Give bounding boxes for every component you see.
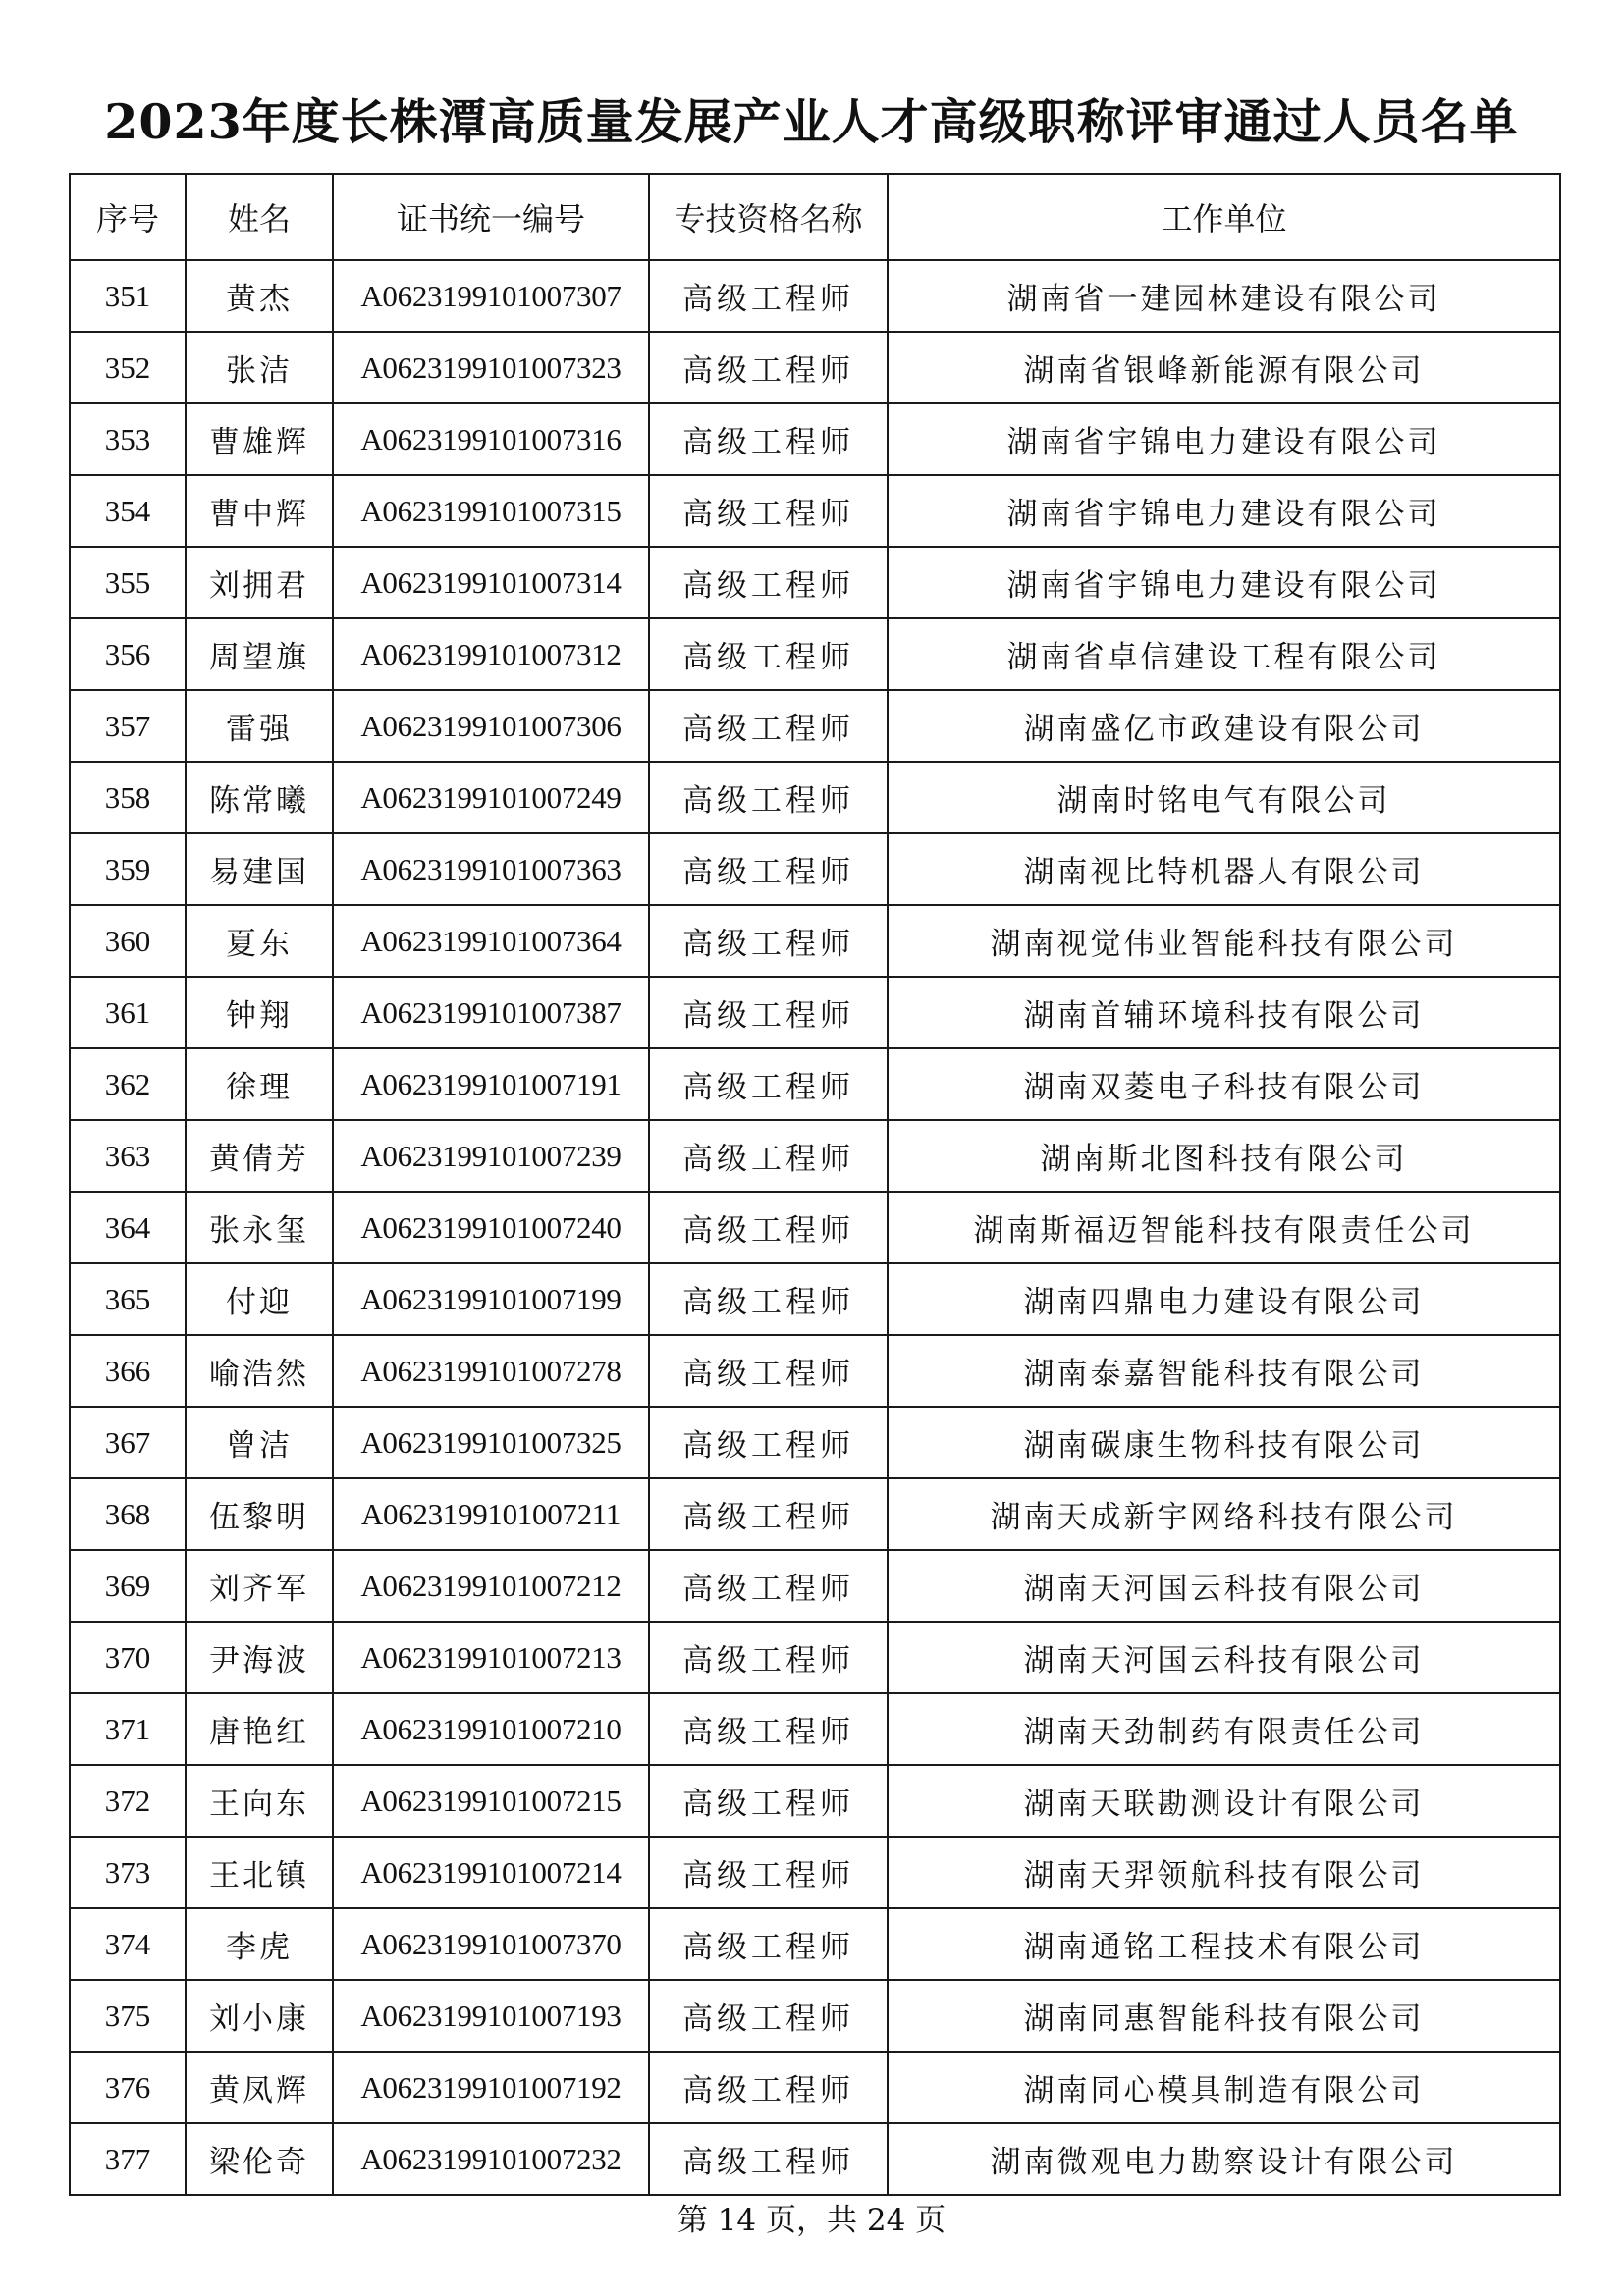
cell-certificate-number: A0623199101007364 [333,905,649,977]
cell-name: 黄倩芳 [186,1120,333,1192]
table-row [70,833,1560,905]
cell-work-unit: 湖南省一建园林建设有限公司 [888,260,1560,332]
table-row [70,762,1560,833]
cell-serial-number: 362 [70,1048,186,1120]
cell-name: 刘小康 [186,1980,333,2052]
cell-qualification: 高级工程师 [649,762,888,833]
cell-serial-number: 365 [70,1263,186,1335]
cell-name: 钟翔 [186,977,333,1048]
cell-work-unit: 湖南同心模具制造有限公司 [888,2052,1560,2123]
cell-work-unit: 湖南斯福迈智能科技有限责任公司 [888,1192,1560,1263]
cell-serial-number: 357 [70,690,186,762]
table-row [70,1335,1560,1407]
cell-serial-number: 361 [70,977,186,1048]
cell-certificate-number: A0623199101007240 [333,1192,649,1263]
table-row [70,1407,1560,1478]
table-row [70,1980,1560,2052]
header-work-unit: 工作单位 [888,174,1560,260]
cell-qualification: 高级工程师 [649,332,888,403]
table-row [70,618,1560,690]
cell-qualification: 高级工程师 [649,1693,888,1765]
header-name: 姓名 [186,174,333,260]
cell-certificate-number: A0623199101007215 [333,1765,649,1837]
cell-work-unit: 湖南天联勘测设计有限公司 [888,1765,1560,1837]
cell-certificate-number: A0623199101007314 [333,547,649,618]
cell-qualification: 高级工程师 [649,1622,888,1693]
cell-work-unit: 湖南天劲制药有限责任公司 [888,1693,1560,1765]
cell-name: 周望旗 [186,618,333,690]
cell-serial-number: 354 [70,475,186,547]
cell-name: 张永玺 [186,1192,333,1263]
cell-work-unit: 湖南四鼎电力建设有限公司 [888,1263,1560,1335]
table-row [70,547,1560,618]
table-row [70,1765,1560,1837]
cell-work-unit: 湖南泰嘉智能科技有限公司 [888,1335,1560,1407]
cell-qualification: 高级工程师 [649,905,888,977]
table-row [70,1192,1560,1263]
cell-qualification: 高级工程师 [649,618,888,690]
cell-serial-number: 363 [70,1120,186,1192]
cell-serial-number: 351 [70,260,186,332]
header-certificate-number: 证书统一编号 [333,174,649,260]
table-row [70,1478,1560,1550]
cell-serial-number: 372 [70,1765,186,1837]
cell-qualification: 高级工程师 [649,1908,888,1980]
cell-qualification: 高级工程师 [649,2123,888,2195]
cell-certificate-number: A0623199101007249 [333,762,649,833]
cell-name: 曹雄辉 [186,403,333,475]
table-row [70,1550,1560,1622]
cell-certificate-number: A0623199101007213 [333,1622,649,1693]
table-header-row [70,174,1560,260]
cell-name: 刘齐军 [186,1550,333,1622]
table-row [70,260,1560,332]
cell-work-unit: 湖南斯北图科技有限公司 [888,1120,1560,1192]
cell-serial-number: 358 [70,762,186,833]
table-row [70,2052,1560,2123]
cell-serial-number: 360 [70,905,186,977]
cell-serial-number: 369 [70,1550,186,1622]
cell-name: 唐艳红 [186,1693,333,1765]
cell-name: 王向东 [186,1765,333,1837]
cell-serial-number: 368 [70,1478,186,1550]
cell-work-unit: 湖南视比特机器人有限公司 [888,833,1560,905]
cell-certificate-number: A0623199101007323 [333,332,649,403]
cell-work-unit: 湖南天羿领航科技有限公司 [888,1837,1560,1908]
cell-certificate-number: A0623199101007370 [333,1908,649,1980]
cell-work-unit: 湖南通铭工程技术有限公司 [888,1908,1560,1980]
cell-qualification: 高级工程师 [649,1407,888,1478]
cell-qualification: 高级工程师 [649,833,888,905]
cell-qualification: 高级工程师 [649,1478,888,1550]
cell-certificate-number: A0623199101007278 [333,1335,649,1407]
cell-work-unit: 湖南时铭电气有限公司 [888,762,1560,833]
cell-work-unit: 湖南碳康生物科技有限公司 [888,1407,1560,1478]
table-row [70,403,1560,475]
cell-serial-number: 366 [70,1335,186,1407]
cell-qualification: 高级工程师 [649,1550,888,1622]
cell-work-unit: 湖南天成新宇网络科技有限公司 [888,1478,1560,1550]
cell-name: 伍黎明 [186,1478,333,1550]
table-row [70,1837,1560,1908]
cell-certificate-number: A0623199101007363 [333,833,649,905]
cell-work-unit: 湖南首辅环境科技有限公司 [888,977,1560,1048]
cell-name: 雷强 [186,690,333,762]
cell-certificate-number: A0623199101007387 [333,977,649,1048]
cell-name: 夏东 [186,905,333,977]
cell-qualification: 高级工程师 [649,1192,888,1263]
cell-serial-number: 370 [70,1622,186,1693]
cell-certificate-number: A0623199101007325 [333,1407,649,1478]
table-row [70,977,1560,1048]
table-row [70,1048,1560,1120]
table-row [70,905,1560,977]
cell-serial-number: 375 [70,1980,186,2052]
cell-work-unit: 湖南天河国云科技有限公司 [888,1550,1560,1622]
cell-qualification: 高级工程师 [649,475,888,547]
cell-name: 张洁 [186,332,333,403]
table-row [70,2123,1560,2195]
cell-certificate-number: A0623199101007214 [333,1837,649,1908]
personnel-table [69,173,1561,2196]
cell-work-unit: 湖南省卓信建设工程有限公司 [888,618,1560,690]
cell-certificate-number: A0623199101007199 [333,1263,649,1335]
cell-work-unit: 湖南视觉伟业智能科技有限公司 [888,905,1560,977]
table-body [70,260,1560,2195]
cell-certificate-number: A0623199101007306 [333,690,649,762]
cell-certificate-number: A0623199101007239 [333,1120,649,1192]
table-row [70,690,1560,762]
cell-name: 梁伦奇 [186,2123,333,2195]
cell-qualification: 高级工程师 [649,1335,888,1407]
table-row [70,332,1560,403]
cell-qualification: 高级工程师 [649,1837,888,1908]
cell-serial-number: 353 [70,403,186,475]
cell-serial-number: 355 [70,547,186,618]
table-row [70,1908,1560,1980]
cell-serial-number: 374 [70,1908,186,1980]
cell-serial-number: 359 [70,833,186,905]
cell-serial-number: 364 [70,1192,186,1263]
cell-name: 王北镇 [186,1837,333,1908]
cell-serial-number: 376 [70,2052,186,2123]
cell-work-unit: 湖南省银峰新能源有限公司 [888,332,1560,403]
cell-qualification: 高级工程师 [649,547,888,618]
cell-name: 曾洁 [186,1407,333,1478]
cell-certificate-number: A0623199101007316 [333,403,649,475]
cell-certificate-number: A0623199101007312 [333,618,649,690]
cell-serial-number: 352 [70,332,186,403]
cell-work-unit: 湖南省宇锦电力建设有限公司 [888,547,1560,618]
cell-qualification: 高级工程师 [649,1048,888,1120]
cell-certificate-number: A0623199101007315 [333,475,649,547]
cell-name: 陈常曦 [186,762,333,833]
cell-work-unit: 湖南微观电力勘察设计有限公司 [888,2123,1560,2195]
cell-name: 付迎 [186,1263,333,1335]
table-row [70,1693,1560,1765]
cell-serial-number: 371 [70,1693,186,1765]
cell-certificate-number: A0623199101007307 [333,260,649,332]
cell-work-unit: 湖南双菱电子科技有限公司 [888,1048,1560,1120]
cell-work-unit: 湖南省宇锦电力建设有限公司 [888,475,1560,547]
cell-qualification: 高级工程师 [649,690,888,762]
cell-name: 刘拥君 [186,547,333,618]
cell-work-unit: 湖南盛亿市政建设有限公司 [888,690,1560,762]
cell-qualification: 高级工程师 [649,1765,888,1837]
page-footer: 第 14 页，共 24 页 [676,2203,947,2238]
cell-name: 易建国 [186,833,333,905]
cell-qualification: 高级工程师 [649,1120,888,1192]
cell-serial-number: 377 [70,2123,186,2195]
cell-certificate-number: A0623199101007211 [333,1478,649,1550]
table-row [70,475,1560,547]
header-qualification: 专技资格名称 [649,174,888,260]
cell-name: 徐理 [186,1048,333,1120]
cell-certificate-number: A0623199101007193 [333,1980,649,2052]
header-serial-number: 序号 [70,174,186,260]
cell-qualification: 高级工程师 [649,260,888,332]
cell-name: 黄凤辉 [186,2052,333,2123]
cell-certificate-number: A0623199101007192 [333,2052,649,2123]
cell-work-unit: 湖南天河国云科技有限公司 [888,1622,1560,1693]
table-row [70,1120,1560,1192]
cell-work-unit: 湖南省宇锦电力建设有限公司 [888,403,1560,475]
cell-qualification: 高级工程师 [649,1263,888,1335]
table-row [70,1263,1560,1335]
cell-name: 尹海波 [186,1622,333,1693]
cell-certificate-number: A0623199101007191 [333,1048,649,1120]
cell-qualification: 高级工程师 [649,2052,888,2123]
cell-certificate-number: A0623199101007212 [333,1550,649,1622]
cell-qualification: 高级工程师 [649,1980,888,2052]
cell-qualification: 高级工程师 [649,977,888,1048]
cell-serial-number: 373 [70,1837,186,1908]
cell-work-unit: 湖南同惠智能科技有限公司 [888,1980,1560,2052]
cell-name: 曹中辉 [186,475,333,547]
cell-name: 黄杰 [186,260,333,332]
cell-qualification: 高级工程师 [649,403,888,475]
cell-name: 喻浩然 [186,1335,333,1407]
cell-name: 李虎 [186,1908,333,1980]
table-row [70,1622,1560,1693]
document-title: 2023年度长株潭高质量发展产业人才高级职称评审通过人员名单 [104,93,1519,150]
cell-certificate-number: A0623199101007232 [333,2123,649,2195]
cell-serial-number: 356 [70,618,186,690]
cell-certificate-number: A0623199101007210 [333,1693,649,1765]
cell-serial-number: 367 [70,1407,186,1478]
